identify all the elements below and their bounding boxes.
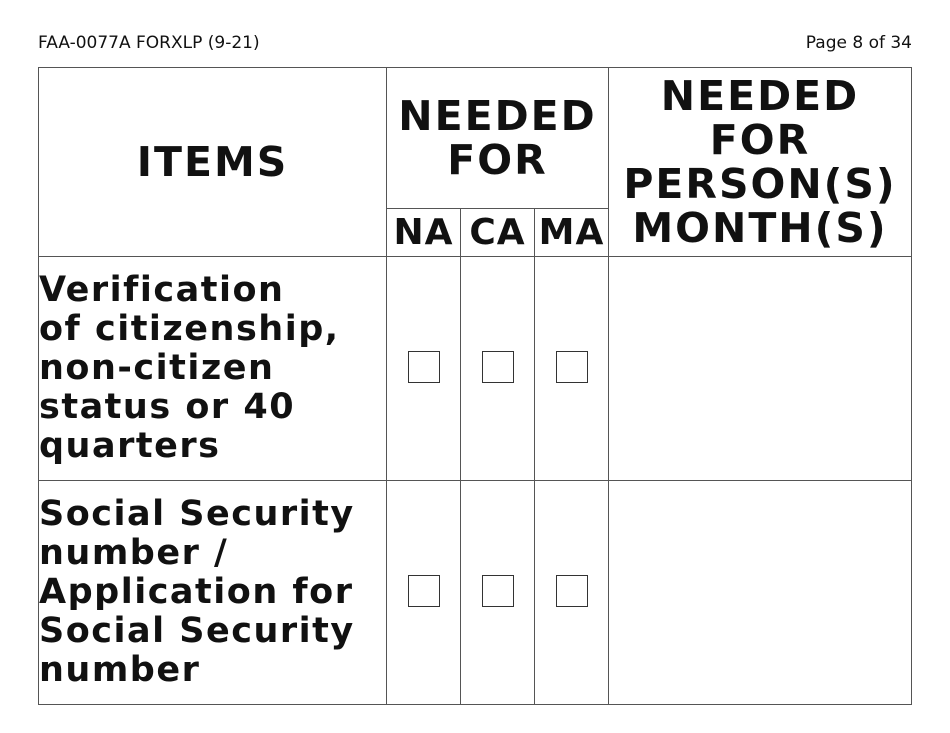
na-header: NA [387, 209, 461, 257]
na-cell [387, 481, 461, 705]
persons-months-field[interactable] [609, 257, 912, 481]
persons-months-header [609, 68, 912, 257]
ca-cell [461, 481, 535, 705]
form-id: FAA-0077A FORXLP (9-21) [38, 33, 260, 53]
items-header: ITEMS [39, 68, 387, 257]
na-cell [387, 257, 461, 481]
ma-cell [535, 481, 609, 705]
ma-checkbox[interactable] [556, 351, 588, 383]
table-row [39, 481, 912, 705]
na-checkbox[interactable] [408, 351, 440, 383]
needed-for-label: NEEDED FOR [398, 92, 597, 184]
na-checkbox[interactable] [408, 575, 440, 607]
item-label: Social Security number / Application for Social Security number [39, 481, 387, 705]
persons-months-field[interactable] [609, 481, 912, 705]
ma-header: MA [535, 209, 609, 257]
table-row [39, 257, 912, 481]
item-label: Verification of citizenship, non-citizen status or 40 quarters [39, 257, 387, 481]
ma-checkbox[interactable] [556, 575, 588, 607]
ca-header: CA [461, 209, 535, 257]
items-table [38, 67, 912, 705]
persons-months-label: NEEDED FOR PERSON(S) MONTH(S) [623, 72, 897, 252]
ma-cell [535, 257, 609, 481]
needed-for-header [387, 68, 609, 209]
page-number: Page 8 of 34 [805, 33, 912, 53]
ca-checkbox[interactable] [482, 351, 514, 383]
ca-checkbox[interactable] [482, 575, 514, 607]
ca-cell [461, 257, 535, 481]
